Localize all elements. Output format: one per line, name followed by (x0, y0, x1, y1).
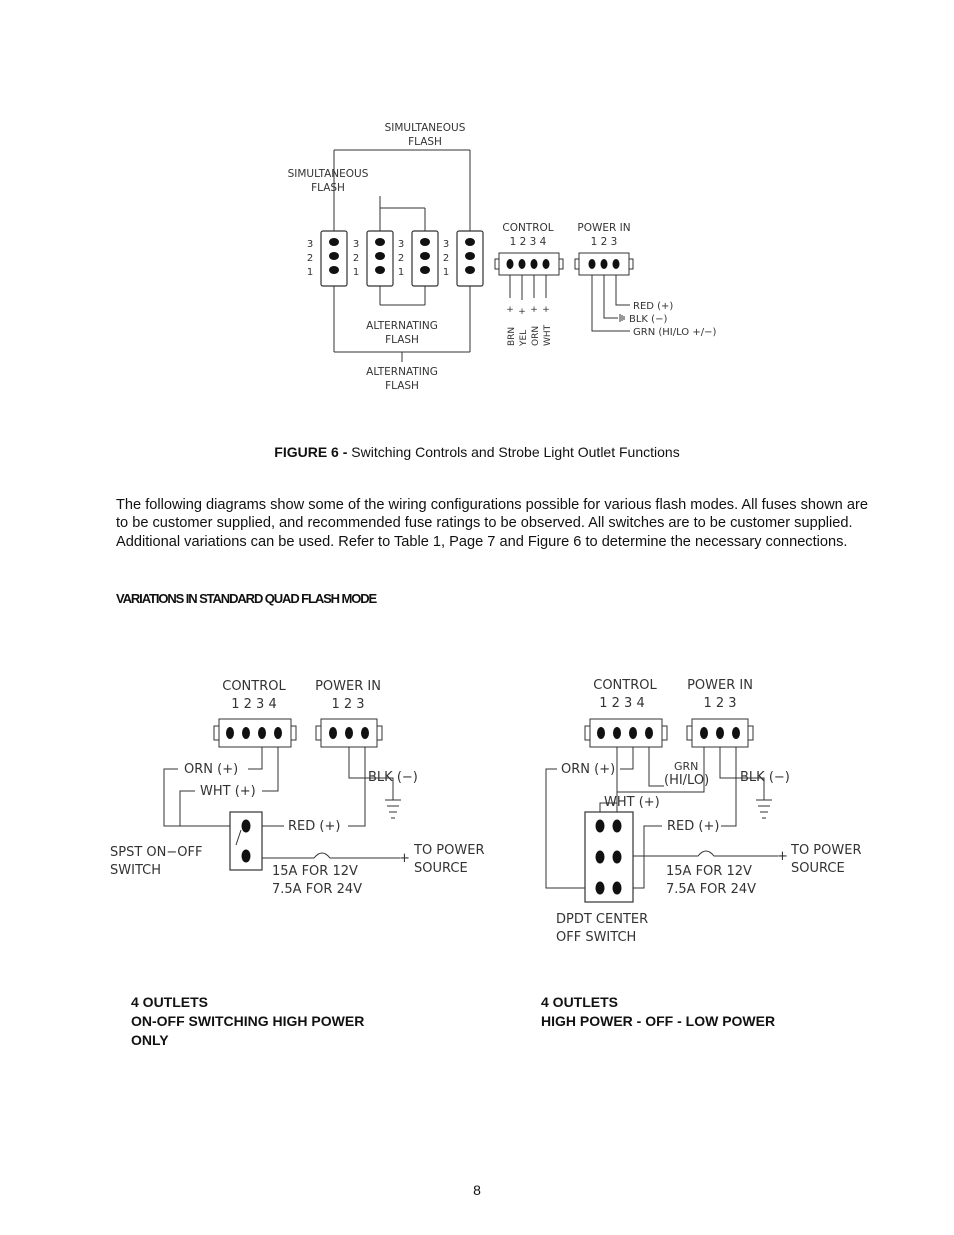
svg-text:SPST ON−OFF: SPST ON−OFF (110, 845, 203, 860)
svg-text:CONTROL: CONTROL (222, 679, 286, 694)
svg-text:15A FOR 12V: 15A FOR 12V (666, 864, 752, 879)
svg-text:+: + (530, 305, 538, 315)
svg-text:1 2 3: 1 2 3 (703, 696, 737, 711)
right-diagram-title: 4 OUTLETS HIGH POWER - OFF - LOW POWER (541, 994, 776, 1029)
svg-text:BLK (−): BLK (−) (368, 770, 418, 785)
svg-text:POWER IN: POWER IN (315, 679, 381, 694)
svg-text:ORN (+): ORN (+) (184, 762, 239, 777)
svg-text:YEL: YEL (519, 329, 529, 346)
intro-paragraph: The following diagrams show some of the wiring configurations possible for various flash modes. All fuses shown are to be customer supplied, and recommended fuse ratings to be observed. All switches are to be customer supplied. Additional variations can be used. Refer to Table 1, Page 7 and Figure 6 to determine the necessary connections. (116, 497, 868, 550)
svg-text:TO POWER: TO POWER (791, 843, 862, 858)
dpdt-switch (585, 812, 633, 902)
svg-text:BRN: BRN (507, 326, 517, 346)
svg-text:ORN (+): ORN (+) (561, 762, 616, 777)
svg-text:+: + (399, 851, 410, 866)
svg-text:1 2 3 4: 1 2 3 4 (231, 697, 277, 712)
svg-text:FLASH: FLASH (385, 380, 419, 392)
svg-text:RED (+): RED (+) (288, 819, 341, 834)
svg-text:(HI/LO): (HI/LO) (664, 773, 710, 788)
svg-text:SWITCH: SWITCH (110, 863, 161, 878)
svg-text:3: 3 (397, 239, 405, 250)
svg-text:RED (+): RED (+) (667, 819, 720, 834)
svg-text:GRN: GRN (674, 760, 699, 773)
svg-text:1 2 3 4: 1 2 3 4 (599, 696, 645, 711)
svg-text:3: 3 (352, 239, 360, 250)
svg-text:15A FOR 12V: 15A FOR 12V (272, 864, 358, 879)
svg-text:+: + (506, 305, 514, 315)
svg-text:1: 1 (306, 267, 314, 278)
svg-text:+: + (518, 307, 526, 317)
sim-left-label: SIMULTANEOUS (287, 168, 369, 180)
svg-text:ORN: ORN (531, 325, 541, 346)
fig6-control-connector (495, 222, 563, 347)
svg-text:+: + (542, 305, 550, 315)
fig6-power-connector (575, 222, 716, 338)
left-wiring-diagram (0, 660, 500, 910)
page-number: 8 (473, 1182, 481, 1198)
svg-text:POWER IN: POWER IN (577, 222, 631, 234)
svg-text:BLK (−): BLK (−) (740, 770, 790, 785)
svg-text:+: + (777, 849, 788, 864)
svg-text:1: 1 (397, 267, 405, 278)
svg-text:POWER IN: POWER IN (687, 678, 753, 693)
svg-text:1 2 3 4: 1 2 3 4 (509, 236, 547, 248)
svg-text:3: 3 (306, 239, 314, 250)
svg-text:2: 2 (306, 253, 314, 264)
figure-6-caption: FIGURE 6 - Switching Controls and Strobe Light Outlet Functions (274, 444, 680, 460)
alt-inner-label: ALTERNATING (366, 320, 438, 332)
right-wiring-diagram (500, 660, 900, 950)
svg-text:CONTROL: CONTROL (502, 222, 554, 234)
svg-text:SOURCE: SOURCE (414, 861, 468, 876)
svg-text:WHT (+): WHT (+) (604, 795, 660, 810)
svg-text:1 2 3: 1 2 3 (590, 236, 618, 248)
svg-text:WHT: WHT (543, 324, 553, 346)
svg-text:OFF SWITCH: OFF SWITCH (556, 930, 637, 945)
section-heading: VARIATIONS IN STANDARD QUAD FLASH MODE (116, 591, 377, 606)
svg-text:7.5A FOR 24V: 7.5A FOR 24V (272, 882, 363, 897)
svg-text:CONTROL: CONTROL (593, 678, 657, 693)
svg-text:FLASH: FLASH (311, 182, 345, 194)
outlet-connectors (307, 231, 483, 286)
svg-text:FLASH: FLASH (408, 136, 442, 148)
svg-text:GRN (HI/LO +/−): GRN (HI/LO +/−) (633, 327, 717, 338)
svg-text:1 2 3: 1 2 3 (331, 697, 365, 712)
alt-outer-label: ALTERNATING (366, 366, 438, 378)
svg-text:DPDT CENTER: DPDT CENTER (556, 912, 649, 927)
svg-text:1: 1 (352, 267, 360, 278)
svg-text:BLK (−): BLK (−) (629, 314, 668, 325)
svg-text:2: 2 (442, 253, 450, 264)
figure-6-diagram (0, 0, 954, 400)
svg-text:WHT (+): WHT (+) (200, 784, 256, 799)
svg-text:TO POWER: TO POWER (414, 843, 485, 858)
sim-top-label: SIMULTANEOUS (384, 122, 466, 134)
svg-text:1: 1 (442, 267, 450, 278)
svg-text:RED (+): RED (+) (633, 301, 674, 312)
svg-text:3: 3 (442, 239, 450, 250)
svg-text:2: 2 (352, 253, 360, 264)
left-diagram-title: 4 OUTLETS ON-OFF SWITCHING HIGH POWER ONLY (131, 994, 365, 1048)
svg-text:FLASH: FLASH (385, 334, 419, 346)
svg-text:2: 2 (397, 253, 405, 264)
svg-text:7.5A FOR 24V: 7.5A FOR 24V (666, 882, 757, 897)
svg-text:SOURCE: SOURCE (791, 861, 845, 876)
